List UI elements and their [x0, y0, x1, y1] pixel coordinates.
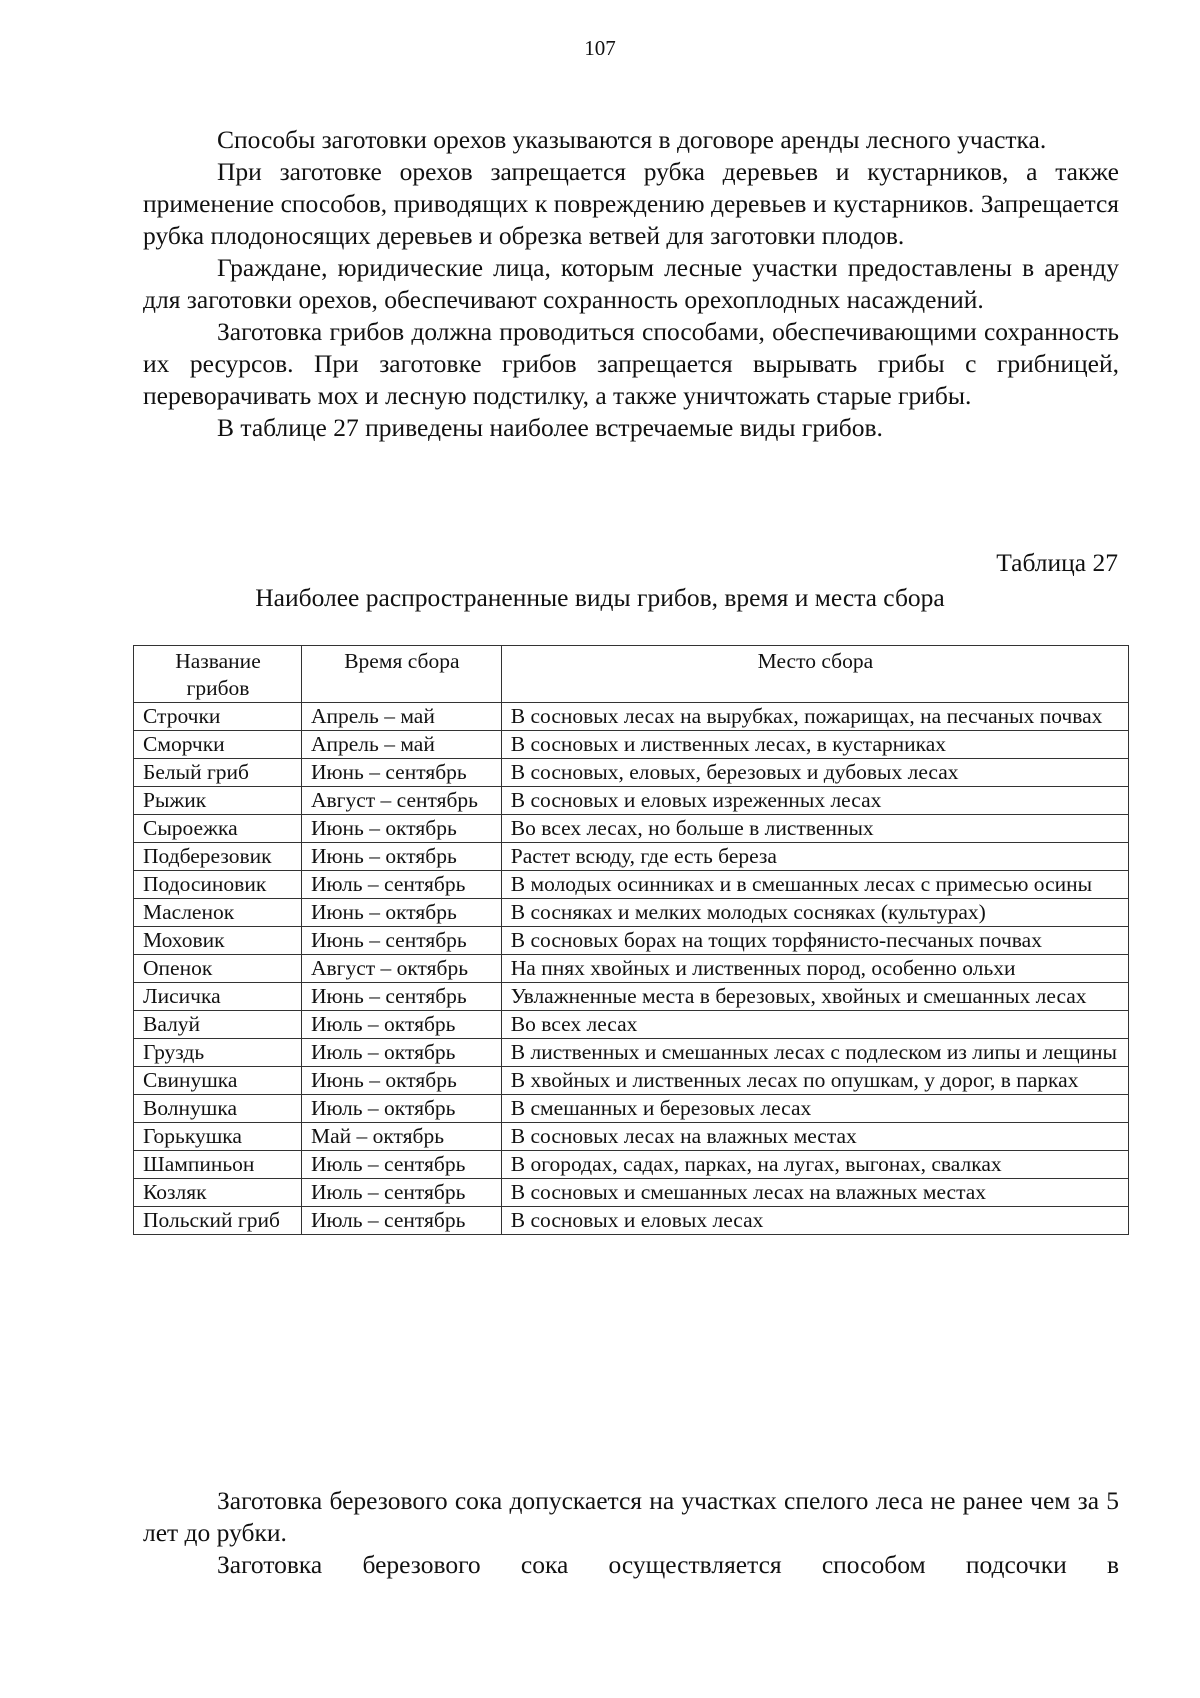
table-row — [134, 1039, 1129, 1067]
cell-name: Козляк — [134, 1179, 302, 1207]
cell-place: В сосновых лесах на вырубках, пожарищах, на песчаных почвах — [501, 703, 1128, 731]
cell-name: Подберезовик — [134, 843, 302, 871]
cell-name: Рыжик — [134, 787, 302, 815]
cell-name: Сморчки — [134, 731, 302, 759]
cell-place: На пнях хвойных и лиственных пород, особенно ольхи — [501, 955, 1128, 983]
cell-name: Опенок — [134, 955, 302, 983]
cell-name: Строчки — [134, 703, 302, 731]
cell-time: Июнь – сентябрь — [301, 983, 501, 1011]
cell-place: В хвойных и лиственных лесах по опушкам, у дорог, в парках — [501, 1067, 1128, 1095]
paragraph: Граждане, юридические лица, которым лесные участки предоставлены в аренду для заготовки орехов, обеспечивают сохранность орехоплодных насаждений. — [143, 253, 1119, 314]
cell-place: В сосновых и смешанных лесах на влажных местах — [501, 1179, 1128, 1207]
cell-place: В сосновых и еловых лесах — [501, 1207, 1128, 1235]
cell-place: В огородах, садах, парках, на лугах, выгонах, свалках — [501, 1151, 1128, 1179]
body-text-top — [143, 124, 1119, 444]
cell-time: Апрель – май — [301, 731, 501, 759]
header-time: Время сбора — [301, 646, 501, 703]
header-place: Место сбора — [501, 646, 1128, 703]
cell-time: Июль – сентябрь — [301, 1151, 501, 1179]
cell-place: Растет всюду, где есть береза — [501, 843, 1128, 871]
cell-place: Увлажненные места в березовых, хвойных и смешанных лесах — [501, 983, 1128, 1011]
cell-name: Горькушка — [134, 1123, 302, 1151]
cell-name: Сыроежка — [134, 815, 302, 843]
cell-place: В сосновых борах на тощих торфянисто-песчаных почвах — [501, 927, 1128, 955]
cell-time: Июль – сентябрь — [301, 1179, 501, 1207]
cell-name: Груздь — [134, 1039, 302, 1067]
cell-name: Масленок — [134, 899, 302, 927]
table-row — [134, 927, 1129, 955]
table-body — [134, 703, 1129, 1235]
cell-name: Польский гриб — [134, 1207, 302, 1235]
table-row — [134, 983, 1129, 1011]
paragraph: Заготовка грибов должна проводиться способами, обеспечивающими сохранность их ресурсов. При заготовке грибов запрещается вырывать грибы с грибницей, переворачивать мох и лесную подстилку, а также уничтожать старые грибы. — [143, 317, 1119, 410]
table-row — [134, 1151, 1129, 1179]
cell-time: Август – сентябрь — [301, 787, 501, 815]
paragraph: В таблице 27 приведены наиболее встречаемые виды грибов. — [217, 413, 883, 442]
mushroom-table — [133, 645, 1129, 1235]
paragraph: Заготовка березового сока допускается на участках спелого леса не ранее чем за 5 лет до рубки. — [143, 1486, 1119, 1547]
cell-name: Лисичка — [134, 983, 302, 1011]
cell-time: Июнь – сентябрь — [301, 927, 501, 955]
paragraph: Заготовка березового сока осуществляется способом подсочки в — [217, 1550, 1119, 1579]
body-text-bottom — [143, 1485, 1119, 1581]
cell-place: Во всех лесах, но больше в лиственных — [501, 815, 1128, 843]
cell-name: Волнушка — [134, 1095, 302, 1123]
paragraph: Способы заготовки орехов указываются в договоре аренды лесного участка. — [217, 125, 1047, 154]
table-row — [134, 1011, 1129, 1039]
cell-time: Июнь – октябрь — [301, 843, 501, 871]
table-row — [134, 759, 1129, 787]
cell-name: Моховик — [134, 927, 302, 955]
cell-place: В смешанных и березовых лесах — [501, 1095, 1128, 1123]
cell-place: В сосновых и еловых изреженных лесах — [501, 787, 1128, 815]
table-row — [134, 815, 1129, 843]
cell-time: Июль – сентябрь — [301, 1207, 501, 1235]
table-caption: Наиболее распространенные виды грибов, время и места сбора — [255, 583, 945, 612]
table-row — [134, 1207, 1129, 1235]
cell-place: В молодых осинниках и в смешанных лесах с примесью осины — [501, 871, 1128, 899]
table-label: Таблица 27 — [996, 548, 1118, 577]
table-row — [134, 787, 1129, 815]
cell-name: Валуй — [134, 1011, 302, 1039]
header-name: Название грибов — [134, 646, 302, 703]
cell-time: Июль – октябрь — [301, 1011, 501, 1039]
cell-name: Шампиньон — [134, 1151, 302, 1179]
table-row — [134, 731, 1129, 759]
table-header-row — [134, 646, 1129, 703]
table-row — [134, 899, 1129, 927]
cell-time: Июль – сентябрь — [301, 871, 501, 899]
table-row — [134, 843, 1129, 871]
cell-time: Июль – октябрь — [301, 1095, 501, 1123]
cell-time: Июль – октябрь — [301, 1039, 501, 1067]
table-row — [134, 955, 1129, 983]
table-row — [134, 703, 1129, 731]
cell-time: Июнь – октябрь — [301, 1067, 501, 1095]
cell-name: Подосиновик — [134, 871, 302, 899]
cell-name: Белый гриб — [134, 759, 302, 787]
page-number: 107 — [584, 36, 616, 60]
table-row — [134, 1179, 1129, 1207]
cell-time: Апрель – май — [301, 703, 501, 731]
cell-time: Июнь – сентябрь — [301, 759, 501, 787]
cell-place: В сосновых лесах на влажных местах — [501, 1123, 1128, 1151]
table-row — [134, 1123, 1129, 1151]
paragraph: При заготовке орехов запрещается рубка деревьев и кустарников, а также применение способов, приводящих к повреждению деревьев и кустарников. Запрещается рубка плодоносящих деревьев и обрезка ветвей для заготовки плодов. — [143, 157, 1119, 250]
cell-place: В лиственных и смешанных лесах с подлеском из липы и лещины — [501, 1039, 1128, 1067]
table-row — [134, 1067, 1129, 1095]
cell-time: Август – октябрь — [301, 955, 501, 983]
table-row — [134, 1095, 1129, 1123]
cell-time: Май – октябрь — [301, 1123, 501, 1151]
cell-time: Июнь – октябрь — [301, 899, 501, 927]
cell-place: В сосновых, еловых, березовых и дубовых лесах — [501, 759, 1128, 787]
cell-place: Во всех лесах — [501, 1011, 1128, 1039]
table-row — [134, 871, 1129, 899]
cell-place: В сосняках и мелких молодых сосняках (культурах) — [501, 899, 1128, 927]
cell-time: Июнь – октябрь — [301, 815, 501, 843]
cell-place: В сосновых и лиственных лесах, в кустарниках — [501, 731, 1128, 759]
cell-name: Свинушка — [134, 1067, 302, 1095]
